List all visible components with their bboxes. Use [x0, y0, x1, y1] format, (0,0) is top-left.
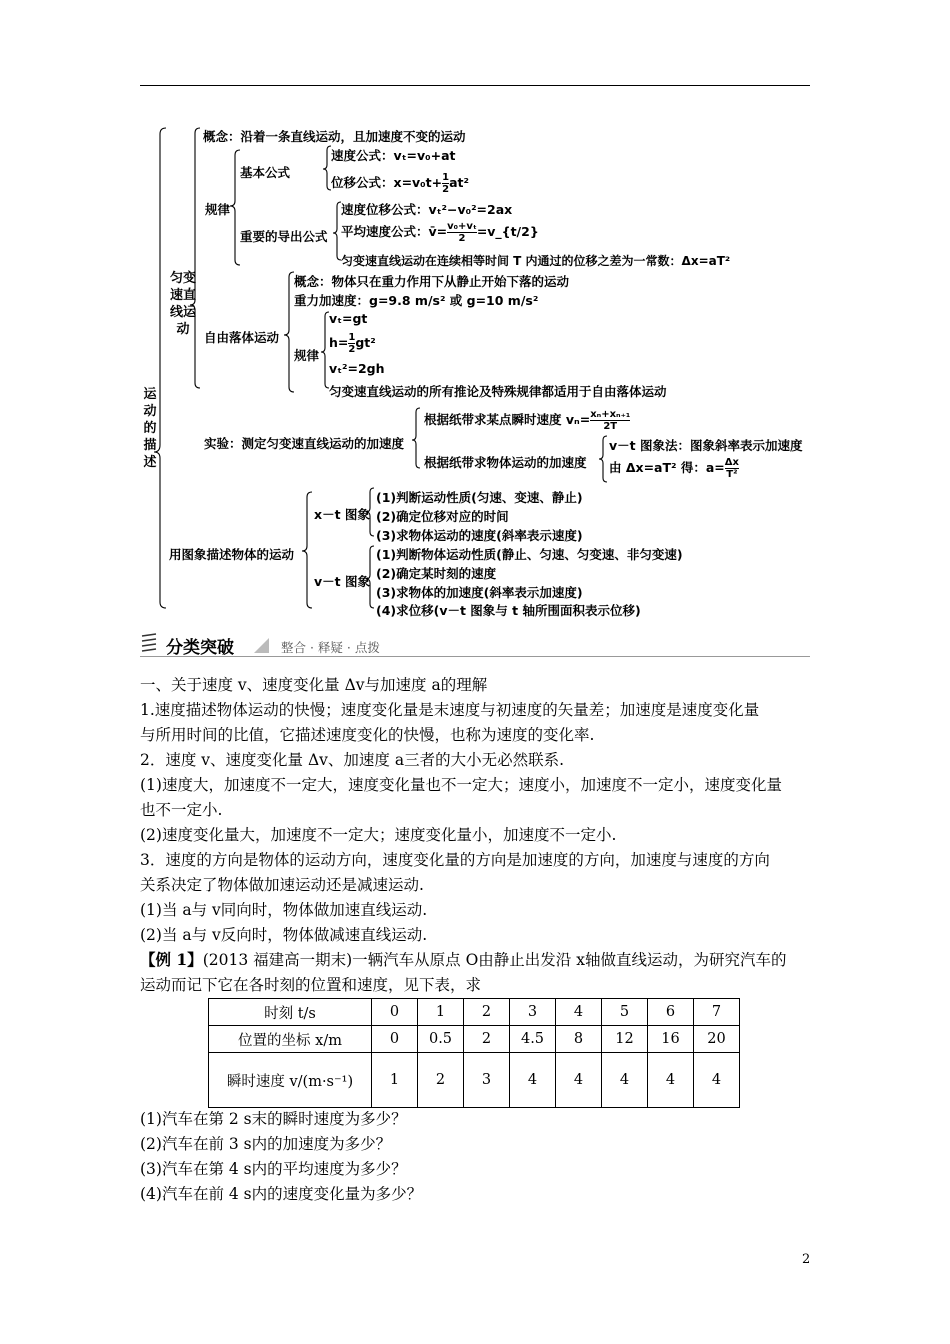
banner-title: 分类突破 — [166, 638, 234, 658]
experiment-title: 实验：测定匀变速直线运动的加速度 — [204, 436, 405, 451]
table-cell: 3 — [510, 999, 556, 1026]
paragraph: 3．速度的方向是物体的运动方向，速度变化量的方向是加速度的方向，加速度与速度的方向 — [140, 851, 770, 869]
table-cell: 0.5 — [418, 1026, 464, 1053]
table-cell: 4 — [694, 1053, 740, 1108]
table-row — [209, 1053, 740, 1108]
uniform-title: 匀变速直线运动 — [169, 271, 196, 337]
paragraph: 与所用时间的比值，它描述速度变化的快慢，也称为速度的变化率. — [140, 726, 595, 744]
data-table — [208, 998, 740, 1108]
table-cell: 5 — [602, 999, 648, 1026]
vt-item: (2)确定某时刻的速度 — [376, 566, 497, 581]
velocity-formula: 速度公式：vₜ=v₀+at — [331, 148, 456, 163]
table-cell: 0 — [372, 1026, 418, 1053]
basic-formula-label: 基本公式 — [240, 165, 291, 180]
question: (2)汽车在前 3 s内的加速度为多少？ — [140, 1135, 392, 1153]
question: (1)汽车在第 2 s末的瞬时速度为多少？ — [140, 1110, 407, 1128]
table-cell: 8 — [556, 1026, 602, 1053]
table-cell: 4 — [602, 1053, 648, 1108]
displacement-formula: 位移公式：x=v₀t+ $\frac{1}{2}$ at² — [331, 172, 469, 195]
table-cell: 6 — [648, 999, 694, 1026]
table-cell: 2 — [418, 1053, 464, 1108]
table-cell: 0 — [372, 999, 418, 1026]
average-velocity-formula: 平均速度公式：v̄= $\frac{\text{v₀+vₜ}}{2}$ =v_{t/2} — [341, 221, 539, 244]
freefall-title: 自由落体运动 — [204, 330, 280, 345]
paragraph: 也不一定小. — [140, 801, 223, 819]
freefall-law-label: 规律 — [294, 348, 320, 363]
xt-item: (3)求物体运动的速度(斜率表示速度) — [376, 528, 583, 543]
consecutive-difference: 匀变速直线运动在连续相等时间 T 内通过的位移之差为一常数：Δx=aT² — [341, 254, 731, 268]
question: (4)汽车在前 4 s内的速度变化量为多少？ — [140, 1185, 423, 1203]
table-cell: 4 — [510, 1053, 556, 1108]
uniform-concept: 概念：沿着一条直线运动，且加速度不变的运动 — [203, 129, 466, 144]
example-intro-2: 运动而记下它在各时刻的位置和速度，见下表，求 — [140, 976, 482, 994]
example-intro: 【例 1】(2013 福建高一期末)一辆汽车从原点 O由静止出发沿 x轴做直线运动，为研究汽车的 — [140, 950, 787, 969]
table-cell: 20 — [694, 1026, 740, 1053]
xt-graph-label: x－t 图象 — [314, 507, 370, 522]
vt-item: (3)求物体的加速度(斜率表示加速度) — [376, 585, 583, 600]
acceleration-label: 根据纸带求物体运动的加速度 — [424, 455, 587, 470]
table-cell: 2 — [464, 1026, 510, 1053]
table-cell: 1 — [418, 999, 464, 1026]
table-cell: 12 — [602, 1026, 648, 1053]
banner-stripes-icon — [140, 632, 160, 654]
derived-formula-label: 重要的导出公式 — [240, 229, 328, 244]
table-cell: 2 — [464, 999, 510, 1026]
banner-triangle-icon — [254, 638, 270, 654]
table-cell: 16 — [648, 1026, 694, 1053]
table-cell: 4 — [648, 1053, 694, 1108]
xt-item: (1)判断运动性质(匀速、变速、静止) — [376, 490, 583, 505]
banner-subtitle: 整合 · 释疑 · 点拨 — [281, 640, 380, 655]
vt-graph-label: v－t 图象 — [314, 574, 370, 589]
gravity-acceleration: 重力加速度：g=9.8 m/s² 或 g=10 m/s² — [294, 293, 539, 308]
vt-item: (4)求位移(v－t 图象与 t 轴所围面积表示位移) — [376, 603, 641, 618]
velocity-displacement-formula: 速度位移公式：vₜ²−v₀²=2ax — [341, 202, 513, 217]
paragraph: (1)当 a与 v同向时，物体做加速直线运动. — [140, 901, 428, 919]
freefall-concept: 概念：物体只在重力作用下从静止开始下落的运动 — [294, 274, 570, 289]
table-cell: 4 — [556, 1053, 602, 1108]
table-row — [209, 1026, 740, 1053]
paragraph: 2．速度 v、速度变化量 Δv、加速度 a三者的大小无必然联系. — [140, 751, 565, 769]
table-row-label: 瞬时速度 v/(m·s⁻¹) — [209, 1053, 372, 1108]
page-number: 2 — [802, 1252, 811, 1267]
instant-velocity: 根据纸带求某点瞬时速度 vₙ= $\frac{\text{xₙ+xₙ₊₁}}{2T}$ — [424, 409, 631, 432]
freefall-formula-2: h= $\frac{1}{2}$ gt² — [329, 332, 376, 355]
example-tag: 【例 1】 — [140, 950, 203, 969]
freefall-note: 匀变速直线运动的所有推论及特殊规律都适用于自由落体运动 — [329, 384, 667, 399]
table-cell: 7 — [694, 999, 740, 1026]
table-row — [209, 999, 740, 1026]
table-cell: 1 — [372, 1053, 418, 1108]
table-cell: 4 — [556, 999, 602, 1026]
banner-rule — [140, 656, 810, 657]
root-label: 运动的描述 — [143, 387, 157, 470]
graph-title: 用图象描述物体的运动 — [169, 547, 295, 562]
paragraph: (1)速度大，加速度不一定大，速度变化量也不一定大；速度小，加速度不一定小，速度变化量 — [140, 776, 782, 794]
table-cell: 3 — [464, 1053, 510, 1108]
paragraph: (2)当 a与 v反向时，物体做减速直线运动. — [140, 926, 428, 944]
paragraph: (2)速度变化量大，加速度不一定大；速度变化量小，加速度不一定小. — [140, 826, 617, 844]
acceleration-method-1: v－t 图象法：图象斜率表示加速度 — [609, 438, 803, 453]
paragraph: 关系决定了物体做加速运动还是减速运动. — [140, 876, 424, 894]
table-row-label: 时刻 t/s — [209, 999, 372, 1026]
table-row-label: 位置的坐标 x/m — [209, 1026, 372, 1053]
question: (3)汽车在第 4 s内的平均速度为多少？ — [140, 1160, 407, 1178]
freefall-formula-1: vₜ=gt — [329, 311, 368, 326]
uniform-law-label: 规律 — [205, 202, 231, 217]
section-heading: 一、关于速度 v、速度变化量 Δv与加速度 a的理解 — [140, 676, 488, 694]
freefall-formula-3: vₜ²=2gh — [329, 361, 385, 376]
vt-item: (1)判断物体运动性质(静止、匀速、匀变速、非匀变速) — [376, 547, 683, 562]
paragraph: 1.速度描述物体运动的快慢；速度变化量是末速度与初速度的矢量差；加速度是速度变化量 — [140, 701, 760, 719]
table-cell: 4.5 — [510, 1026, 556, 1053]
xt-item: (2)确定位移对应的时间 — [376, 509, 509, 524]
acceleration-method-2: 由 Δx=aT² 得：a= $\frac{\Delta x}{\text{T²}}$ — [609, 457, 739, 480]
